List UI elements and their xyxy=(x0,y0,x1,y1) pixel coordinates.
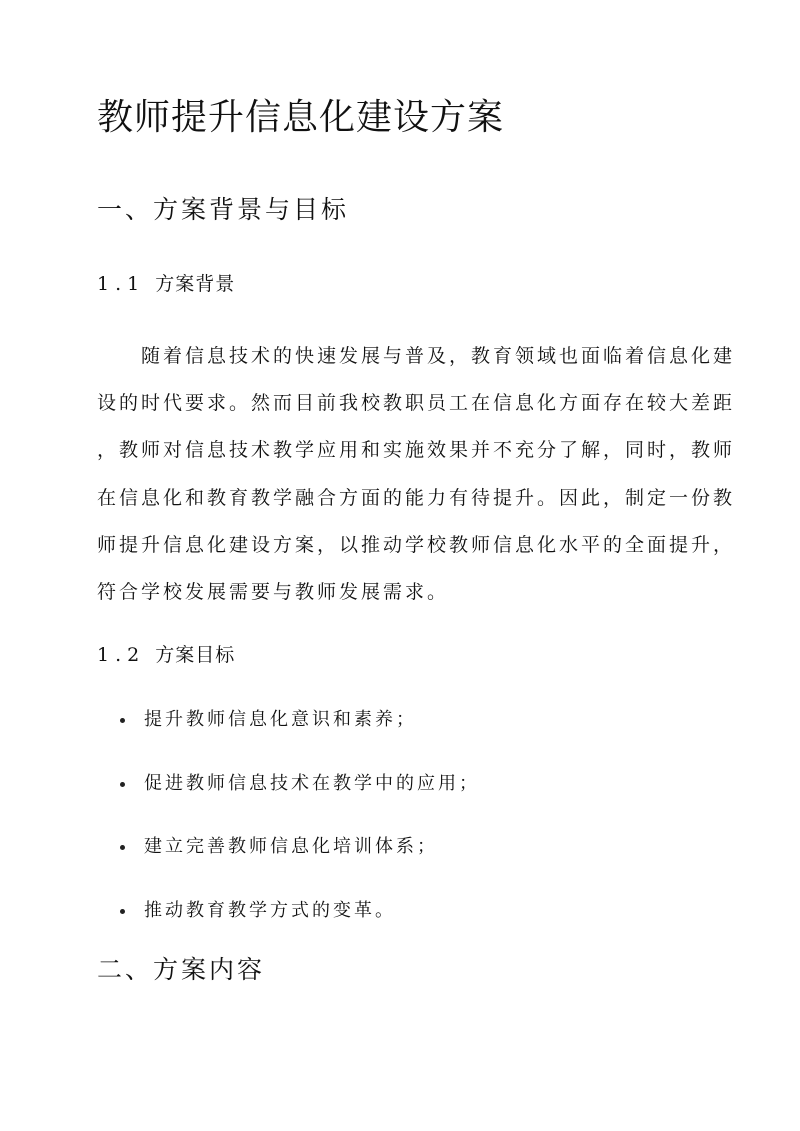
bullet-text: 建立完善教师信息化培训体系； xyxy=(144,836,438,857)
bullet-icon xyxy=(120,845,125,850)
background-paragraph xyxy=(97,333,736,616)
document-title: 教师提升信息化建设方案 xyxy=(97,97,505,138)
bullet-icon xyxy=(120,909,125,914)
bullet-icon xyxy=(120,718,125,723)
paragraph-line: 随着信息技术的快速发展与普及，教育领域也面临着信息化建 xyxy=(97,345,736,367)
subsection-number: 1.2 xyxy=(97,644,146,666)
bullet-icon xyxy=(120,782,125,787)
paragraph-line: 符合学校发展需要与教师发展需求。 xyxy=(97,581,450,604)
subsection-title: 方案目标 xyxy=(155,644,236,666)
bullet-text: 促进教师信息技术在教学中的应用； xyxy=(144,772,480,794)
subsection-title: 方案背景 xyxy=(155,273,236,295)
bullet-text: 推动教育教学方式的变革。 xyxy=(144,899,396,921)
section-heading-content: 二、方案内容 xyxy=(97,955,266,984)
paragraph-line: 在信息化和教育教学融合方面的能力有待提升。因此，制定一份教 xyxy=(97,486,736,509)
section-heading-background-goals: 一、方案背景与目标 xyxy=(97,195,350,224)
subsection-number: 1.1 xyxy=(97,273,146,295)
paragraph-line: 师提升信息化建设方案，以推动学校教师信息化水平的全面提升， xyxy=(97,533,736,556)
paragraph-line: 设的时代要求。然而目前我校教职员工在信息化方面存在较大差距 xyxy=(97,392,736,415)
subsection-heading-goals xyxy=(97,641,235,669)
paragraph-line: ，教师对信息技术教学应用和实施效果并不充分了解，同时，教师 xyxy=(97,439,736,462)
subsection-heading-background xyxy=(97,270,235,298)
bullet-text: 提升教师信息化意识和素养； xyxy=(144,709,417,730)
